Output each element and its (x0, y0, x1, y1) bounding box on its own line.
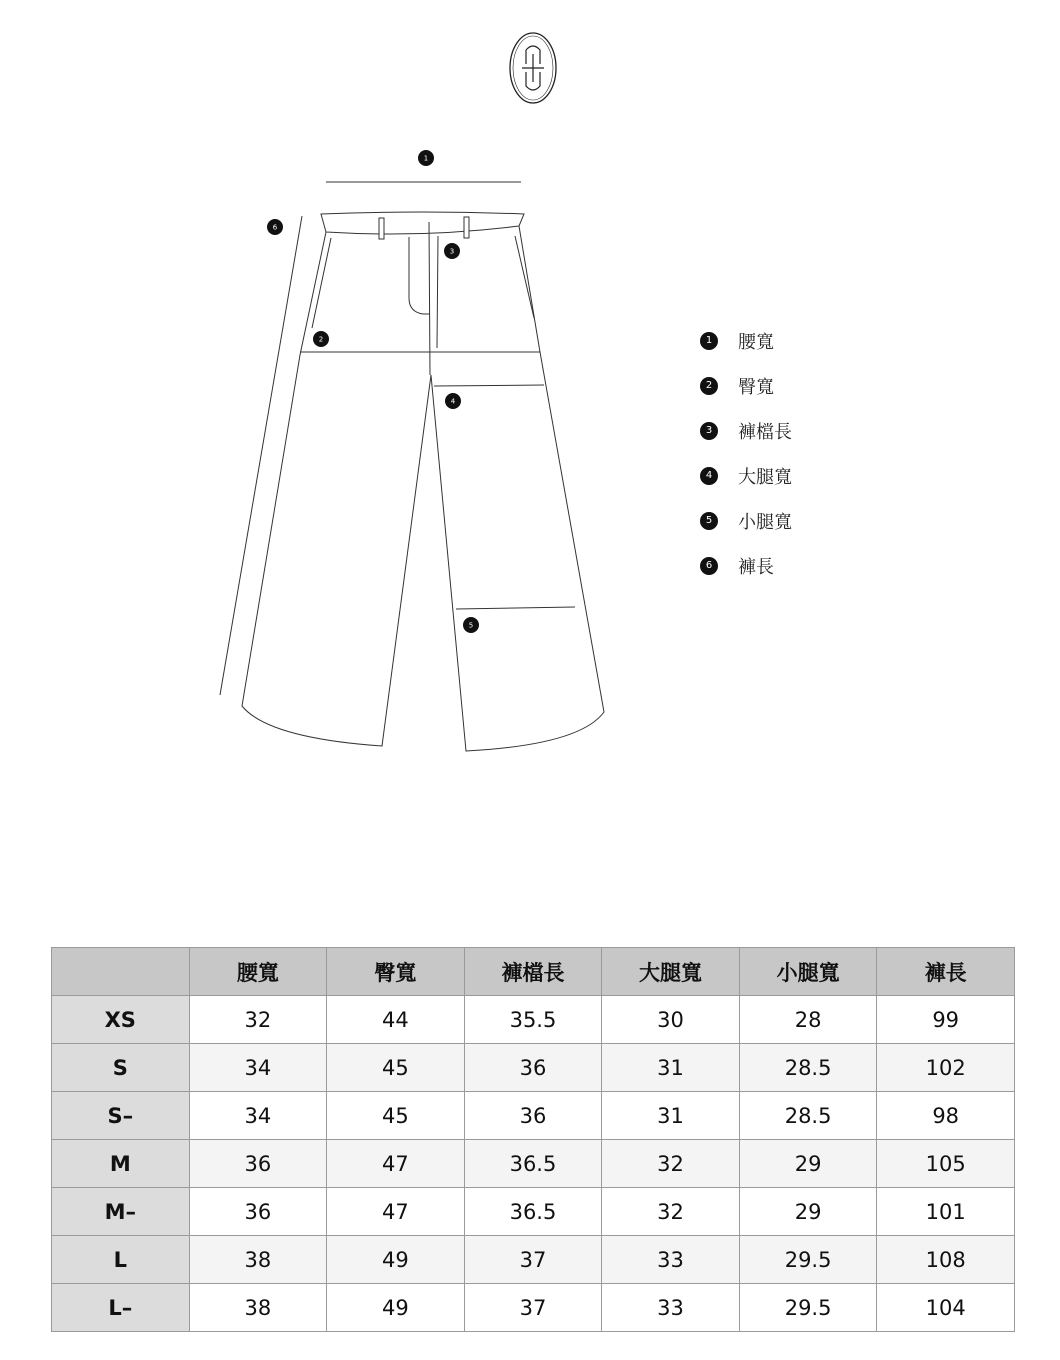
row-size-label: L (52, 1236, 190, 1284)
table-cell: 101 (877, 1188, 1015, 1236)
row-size-label: S (52, 1044, 190, 1092)
brand-logo (508, 30, 558, 106)
table-cell: 108 (877, 1236, 1015, 1284)
svg-text:4: 4 (450, 397, 456, 406)
column-header: 大腿寬 (602, 948, 740, 996)
legend-label: 腰寬 (738, 331, 774, 353)
table-cell: 38 (189, 1284, 327, 1332)
waistband (321, 212, 524, 234)
table-row (52, 1044, 1015, 1092)
legend-item-calf (700, 498, 792, 543)
table-cell: 32 (602, 1188, 740, 1236)
fly-stitch (409, 237, 430, 314)
legend-item-rise (700, 408, 792, 453)
table-cell: 47 (327, 1140, 465, 1188)
length-measure-line (220, 216, 302, 695)
table-row (52, 1284, 1015, 1332)
table-cell: 32 (189, 996, 327, 1044)
table-row (52, 1236, 1015, 1284)
table-cell: 49 (327, 1284, 465, 1332)
marker-3 (444, 243, 460, 259)
column-header: 小腿寬 (739, 948, 877, 996)
table-cell: 33 (602, 1236, 740, 1284)
legend-number: 2 (700, 377, 718, 395)
svg-text:2: 2 (318, 335, 324, 344)
legend-label: 小腿寬 (738, 511, 792, 533)
table-header-row (52, 948, 1015, 996)
column-header: 褲長 (877, 948, 1015, 996)
legend-number: 5 (700, 512, 718, 530)
table-cell: 37 (464, 1236, 602, 1284)
table-cell: 29 (739, 1140, 877, 1188)
table-cell: 45 (327, 1092, 465, 1140)
table-cell: 31 (602, 1092, 740, 1140)
svg-text:5: 5 (468, 621, 474, 630)
table-cell: 104 (877, 1284, 1015, 1332)
marker-2 (313, 331, 329, 347)
row-size-label: L– (52, 1284, 190, 1332)
svg-text:3: 3 (449, 247, 455, 256)
table-cell: 32 (602, 1140, 740, 1188)
table-cell: 36 (464, 1092, 602, 1140)
pants-measurement-diagram (200, 130, 640, 770)
legend-number: 4 (700, 467, 718, 485)
legend-item-hip (700, 363, 792, 408)
table-cell: 37 (464, 1284, 602, 1332)
legend-item-length (700, 543, 792, 588)
table-cell: 102 (877, 1044, 1015, 1092)
row-size-label: XS (52, 996, 190, 1044)
table-cell: 34 (189, 1092, 327, 1140)
pants-outline (242, 223, 604, 751)
table-cell: 99 (877, 996, 1015, 1044)
legend-item-thigh (700, 453, 792, 498)
table-row (52, 1140, 1015, 1188)
column-header: 腰寬 (189, 948, 327, 996)
table-row (52, 996, 1015, 1044)
column-header: 臀寬 (327, 948, 465, 996)
column-header: 褲檔長 (464, 948, 602, 996)
belt-loop-right (464, 217, 469, 238)
table-cell: 29.5 (739, 1284, 877, 1332)
table-cell: 29.5 (739, 1236, 877, 1284)
belt-loop-left (379, 218, 384, 239)
table-cell: 105 (877, 1140, 1015, 1188)
marker-6 (267, 219, 283, 235)
legend-label: 大腿寬 (738, 466, 792, 488)
table-cell: 28.5 (739, 1092, 877, 1140)
table-row (52, 1188, 1015, 1236)
legend-number: 1 (700, 332, 718, 350)
legend-label: 臀寬 (738, 376, 774, 398)
legend-number: 6 (700, 557, 718, 575)
table-cell: 44 (327, 996, 465, 1044)
table-cell: 45 (327, 1044, 465, 1092)
table-cell: 36 (189, 1140, 327, 1188)
table-cell: 30 (602, 996, 740, 1044)
table-cell: 49 (327, 1236, 465, 1284)
legend-item-waist (700, 318, 792, 363)
table-cell: 36.5 (464, 1140, 602, 1188)
table-cell: 31 (602, 1044, 740, 1092)
marker-5 (463, 617, 479, 633)
thigh-measure-line (434, 385, 544, 386)
pocket-right (515, 236, 534, 318)
legend-label: 褲檔長 (738, 421, 792, 443)
table-row (52, 1092, 1015, 1140)
table-cell: 28 (739, 996, 877, 1044)
table-cell: 38 (189, 1236, 327, 1284)
measurement-legend (700, 318, 792, 588)
table-cell: 29 (739, 1188, 877, 1236)
svg-text:6: 6 (272, 223, 278, 232)
table-cell: 35.5 (464, 996, 602, 1044)
table-cell: 36.5 (464, 1188, 602, 1236)
marker-1 (418, 150, 434, 166)
legend-label: 褲長 (738, 556, 774, 578)
legend-number: 3 (700, 422, 718, 440)
row-size-label: M (52, 1140, 190, 1188)
table-cell: 98 (877, 1092, 1015, 1140)
table-corner-cell (52, 948, 190, 996)
marker-4 (445, 393, 461, 409)
svg-text:1: 1 (423, 154, 429, 163)
table-cell: 36 (464, 1044, 602, 1092)
row-size-label: S– (52, 1092, 190, 1140)
table-cell: 36 (189, 1188, 327, 1236)
table-cell: 47 (327, 1188, 465, 1236)
table-cell: 34 (189, 1044, 327, 1092)
table-cell: 28.5 (739, 1044, 877, 1092)
table-cell: 33 (602, 1284, 740, 1332)
row-size-label: M– (52, 1188, 190, 1236)
calf-measure-line (456, 607, 575, 609)
size-chart-table (51, 947, 1015, 1332)
